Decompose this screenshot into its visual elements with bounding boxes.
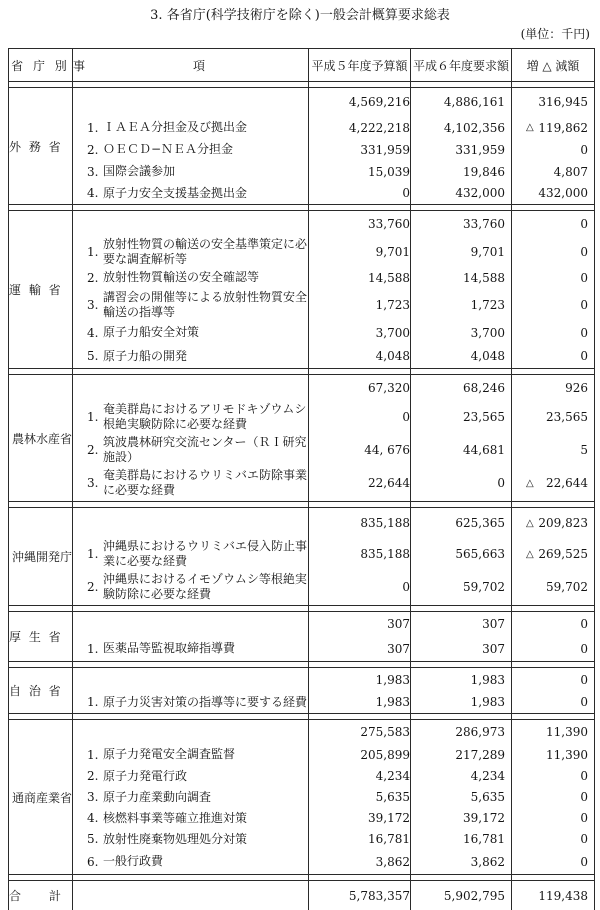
diff-cell — [512, 183, 595, 205]
item-cell — [73, 434, 309, 466]
budget-h5: 3,862 — [309, 850, 411, 875]
diff-value: 0 — [580, 672, 588, 687]
diff-cell — [512, 637, 595, 662]
budget-h5: 0 — [309, 401, 411, 434]
item-cell — [73, 289, 309, 321]
budget-h5: 16,781 — [309, 829, 411, 850]
diff-cell — [512, 345, 595, 369]
item-cell-empty — [73, 211, 309, 237]
header-ministry — [9, 49, 73, 82]
header-ministry-label: 省 庁 別 — [11, 58, 70, 73]
item-cell — [73, 692, 309, 714]
diff-value: 23,565 — [546, 410, 588, 424]
diff-cell — [512, 88, 595, 117]
budget-h5: 3,700 — [309, 321, 411, 345]
item-label: 原子力災害対策の指導等に要する経費 — [103, 694, 308, 709]
item-number: 6. — [87, 854, 99, 869]
diff-cell — [512, 744, 595, 766]
item-number: 2. — [87, 580, 99, 595]
item-cell — [73, 321, 309, 345]
budget-h5: 1,983 — [309, 692, 411, 714]
item-cell — [73, 744, 309, 766]
item-row — [9, 637, 595, 662]
grand-total-h5: 5,783,357 — [309, 881, 411, 910]
diff-value: 5 — [580, 442, 588, 457]
ministry-name: 運 輸 省 — [9, 211, 73, 369]
header-request-h6: 平成６年度要求額 — [411, 49, 512, 82]
decrease-mark: △ — [526, 122, 534, 133]
item-label: 講習会の開催等による放射性物質安全輸送の指導等 — [103, 289, 308, 319]
item-label: 原子力安全支援基金拠出金 — [103, 185, 248, 200]
ministry-name: 厚 生 省 — [9, 612, 73, 662]
decrease-mark: △ — [526, 548, 534, 560]
request-h6: 19,846 — [411, 161, 512, 183]
header-item — [73, 49, 309, 82]
item-cell — [73, 766, 309, 787]
budget-h5: 4,234 — [309, 766, 411, 787]
diff-value: 119,862 — [538, 120, 588, 135]
item-label: 放射性物質の輸送の安全基準策定に必要な調査解析等 — [103, 236, 308, 266]
item-cell — [73, 139, 309, 161]
diff-value: 0 — [580, 617, 588, 632]
diff-value: 11,390 — [546, 747, 588, 762]
section-unyusho — [9, 211, 595, 375]
item-row — [9, 117, 595, 139]
item-row — [9, 850, 595, 875]
item-label: 沖縄県におけるイモゾウムシ等根絶実験防除に必要な経費 — [103, 572, 307, 602]
item-cell — [73, 829, 309, 850]
diff-cell — [512, 237, 595, 267]
diff-value: 0 — [580, 832, 588, 846]
request-h6: 331,959 — [411, 139, 512, 161]
diff-cell — [512, 375, 595, 401]
grand-total-h6: 5,902,795 — [411, 881, 512, 910]
diff-value: 0 — [580, 641, 588, 656]
item-number: 1. — [87, 547, 99, 561]
diff-cell — [512, 117, 595, 139]
diff-value: 0 — [580, 349, 588, 364]
item-label: ＯＥＣＤ−ＮＥＡ分担金 — [103, 142, 234, 156]
budget-h5: 44, 676 — [309, 434, 411, 466]
diff-value: 0 — [580, 297, 588, 312]
decrease-mark: △ — [526, 517, 534, 529]
item-label: 原子力産業動向調査 — [103, 789, 212, 804]
request-h6: 1,983 — [411, 668, 512, 692]
item-cell-empty — [73, 375, 309, 401]
diff-cell — [512, 139, 595, 161]
item-cell — [73, 570, 309, 606]
item-number: 5. — [87, 832, 99, 846]
request-h6: 565,663 — [411, 539, 512, 570]
item-number: 2. — [87, 769, 99, 783]
diff-value: 0 — [580, 216, 588, 231]
budget-h5: 1,983 — [309, 668, 411, 692]
diff-cell — [512, 161, 595, 183]
request-h6: 1,723 — [411, 289, 512, 321]
diff-cell — [512, 321, 595, 345]
diff-value: 4,807 — [553, 164, 588, 179]
item-cell-empty — [73, 612, 309, 637]
item-number: 3. — [87, 164, 99, 179]
item-label: 国際会議参加 — [103, 164, 176, 178]
diff-value: 59,702 — [546, 580, 588, 595]
diff-value: 0 — [580, 142, 588, 157]
request-h6: 4,234 — [411, 766, 512, 787]
budget-h5: 4,048 — [309, 345, 411, 369]
item-number: 1. — [87, 695, 99, 710]
diff-cell — [512, 570, 595, 606]
budget-h5: 4,569,216 — [309, 88, 411, 117]
item-number: 1. — [87, 641, 99, 656]
budget-h5: 15,039 — [309, 161, 411, 183]
request-h6: 625,365 — [411, 508, 512, 539]
grand-total-section — [9, 881, 595, 910]
grand-total-row — [9, 881, 595, 910]
item-row — [9, 808, 595, 829]
item-number: 2. — [87, 142, 99, 157]
request-h6: 217,289 — [411, 744, 512, 766]
diff-cell — [512, 401, 595, 434]
section-total-row — [9, 668, 595, 692]
diff-cell — [512, 720, 595, 744]
request-h6: 307 — [411, 612, 512, 637]
diff-value: 0 — [580, 769, 588, 783]
diff-value: 0 — [580, 695, 588, 710]
header-row — [9, 49, 595, 82]
request-h6: 5,635 — [411, 787, 512, 808]
section-tsushosangyosho — [9, 720, 595, 881]
item-cell — [73, 161, 309, 183]
item-cell — [73, 466, 309, 502]
diff-value: 209,823 — [538, 516, 588, 531]
item-cell — [73, 850, 309, 875]
item-cell-empty — [73, 88, 309, 117]
item-label: ＩＡＥＡ分担金及び拠出金 — [103, 120, 248, 134]
item-cell — [73, 539, 309, 570]
diff-value: 0 — [580, 325, 588, 340]
budget-h5: 67,320 — [309, 375, 411, 401]
request-h6: 16,781 — [411, 829, 512, 850]
item-number: 3. — [87, 476, 99, 491]
item-number: 1. — [87, 747, 99, 762]
diff-value: 0 — [580, 270, 588, 285]
grand-total-diff: 119,438 — [538, 888, 588, 903]
decrease-mark: △ — [526, 477, 534, 489]
item-row — [9, 289, 595, 321]
item-label: 原子力発電安全調査監督 — [103, 747, 236, 761]
section-total-row — [9, 612, 595, 637]
item-row — [9, 766, 595, 787]
request-h6: 39,172 — [411, 808, 512, 829]
section-jichisho — [9, 668, 595, 720]
budget-h5: 205,899 — [309, 744, 411, 766]
budget-h5: 14,588 — [309, 267, 411, 289]
budget-h5: 5,635 — [309, 787, 411, 808]
item-number: 3. — [87, 297, 99, 312]
item-label: 一般行政費 — [103, 854, 164, 869]
diff-cell — [512, 829, 595, 850]
request-h6: 33,760 — [411, 211, 512, 237]
item-label: 原子力発電行政 — [103, 768, 188, 783]
item-row — [9, 787, 595, 808]
item-row — [9, 692, 595, 714]
diff-cell — [512, 508, 595, 539]
request-h6: 68,246 — [411, 375, 512, 401]
section-total-row — [9, 375, 595, 401]
item-number: 1. — [87, 410, 99, 424]
diff-cell — [512, 668, 595, 692]
item-label: 奄美群島におけるアリモドキゾウムシ根絶実験防除に必要な経費 — [103, 402, 307, 431]
grand-total-label: 合 計 — [9, 881, 73, 910]
item-number: 3. — [87, 790, 99, 804]
diff-cell — [512, 787, 595, 808]
diff-value: 316,945 — [538, 95, 588, 110]
request-h6: 1,983 — [411, 692, 512, 714]
diff-cell — [512, 539, 595, 570]
request-h6: 9,701 — [411, 237, 512, 267]
item-row — [9, 744, 595, 766]
item-cell — [73, 787, 309, 808]
item-row — [9, 267, 595, 289]
ministry-name: 農林水産省 — [9, 375, 73, 502]
budget-h5: 307 — [309, 637, 411, 662]
budget-h5: 835,188 — [309, 539, 411, 570]
request-h6: 14,588 — [411, 267, 512, 289]
diff-cell — [512, 267, 595, 289]
request-h6: 4,886,161 — [411, 88, 512, 117]
item-number: 1. — [87, 244, 99, 259]
item-cell-empty — [73, 720, 309, 744]
budget-h5: 275,583 — [309, 720, 411, 744]
budget-h5: 331,959 — [309, 139, 411, 161]
item-row — [9, 321, 595, 345]
section-total-row — [9, 720, 595, 744]
diff-value: 432,000 — [538, 186, 588, 201]
section-okinawa-kaihatsucho — [9, 508, 595, 612]
request-h6: 4,048 — [411, 345, 512, 369]
ministry-name: 通商産業省 — [9, 720, 73, 875]
budget-h5: 1,723 — [309, 289, 411, 321]
request-h6: 3,700 — [411, 321, 512, 345]
item-cell — [73, 237, 309, 267]
item-label: 放射性物質輸送の安全確認等 — [103, 270, 260, 284]
item-label: 奄美群島におけるウリミバエ防除事業に必要な経費 — [103, 468, 308, 498]
diff-cell — [512, 612, 595, 637]
request-h6: 23,565 — [411, 401, 512, 434]
diff-cell — [512, 466, 595, 502]
budget-h5: 39,172 — [309, 808, 411, 829]
diff-cell — [512, 692, 595, 714]
request-h6: 432,000 — [411, 183, 512, 205]
item-row — [9, 237, 595, 267]
item-label: 沖縄県におけるウリミバエ侵入防止事業に必要な経費 — [103, 539, 308, 568]
item-label: 原子力船の開発 — [103, 348, 188, 363]
item-row — [9, 401, 595, 434]
item-row — [9, 570, 595, 606]
item-cell — [73, 637, 309, 662]
item-cell-empty — [73, 508, 309, 539]
request-h6: 44,681 — [411, 434, 512, 466]
item-number: 2. — [87, 442, 99, 457]
section-koseisho — [9, 612, 595, 668]
budget-h5: 835,188 — [309, 508, 411, 539]
budget-h5: 22,644 — [309, 466, 411, 502]
section-total-row — [9, 211, 595, 237]
diff-cell — [512, 434, 595, 466]
budget-h5: 0 — [309, 183, 411, 205]
diff-value: 0 — [580, 790, 588, 804]
item-label: 原子力船安全対策 — [103, 325, 200, 339]
diff-cell — [512, 289, 595, 321]
item-cell — [73, 183, 309, 205]
diff-value: 0 — [580, 244, 588, 259]
item-row — [9, 139, 595, 161]
item-label: 医薬品等監視取締指導費 — [103, 641, 236, 656]
item-cell — [73, 267, 309, 289]
item-cell — [73, 345, 309, 369]
ministry-name: 外 務 省 — [9, 88, 73, 205]
diff-cell — [512, 766, 595, 787]
item-row — [9, 829, 595, 850]
item-cell-empty — [73, 881, 309, 910]
unit-label: (単位：千円) — [520, 27, 590, 41]
header-item-label: 事 項 — [73, 58, 254, 73]
diff-value: 0 — [580, 811, 588, 825]
diff-value: 22,644 — [546, 476, 588, 491]
request-h6: 3,862 — [411, 850, 512, 875]
request-h6: 4,102,356 — [411, 117, 512, 139]
item-label: 筑波農林研究交流センター（ＲＩ研究施設） — [103, 434, 307, 464]
budget-h5: 307 — [309, 612, 411, 637]
item-number: 5. — [87, 349, 99, 364]
item-label: 放射性廃棄物処理処分対策 — [103, 831, 248, 846]
budget-h5: 0 — [309, 570, 411, 606]
request-h6: 0 — [411, 466, 512, 502]
header-diff: 増 △ 減額 — [512, 49, 595, 82]
diff-cell — [512, 881, 595, 910]
diff-value: 926 — [565, 380, 588, 395]
budget-h5: 4,222,218 — [309, 117, 411, 139]
item-row — [9, 434, 595, 466]
diff-cell — [512, 211, 595, 237]
budget-h5: 9,701 — [309, 237, 411, 267]
item-number: 1. — [87, 120, 99, 135]
request-h6: 286,973 — [411, 720, 512, 744]
item-number: 4. — [87, 186, 99, 201]
item-cell — [73, 117, 309, 139]
ministry-name: 沖縄開発庁 — [9, 508, 73, 606]
section-norinsuisansho — [9, 375, 595, 508]
diff-value: 269,525 — [538, 547, 588, 561]
item-row — [9, 345, 595, 369]
header-budget-h5: 平成５年度予算額 — [309, 49, 411, 82]
request-h6: 59,702 — [411, 570, 512, 606]
diff-cell — [512, 850, 595, 875]
item-cell — [73, 401, 309, 434]
item-cell-empty — [73, 668, 309, 692]
ministry-name: 自 治 省 — [9, 668, 73, 714]
budget-h5: 33,760 — [309, 211, 411, 237]
page-title: 3. 各省庁(科学技術庁を除く)一般会計概算要求総表 — [150, 8, 450, 23]
diff-value: 11,390 — [546, 724, 588, 739]
item-row — [9, 466, 595, 502]
item-row — [9, 539, 595, 570]
item-cell — [73, 808, 309, 829]
diff-value: 0 — [580, 854, 588, 869]
item-number: 2. — [87, 270, 99, 285]
item-number: 4. — [87, 325, 99, 340]
item-row — [9, 183, 595, 205]
request-h6: 307 — [411, 637, 512, 662]
item-number: 4. — [87, 811, 99, 825]
section-total-row — [9, 508, 595, 539]
budget-table — [8, 48, 595, 910]
item-label: 核燃料事業等確立推進対策 — [103, 810, 248, 825]
diff-cell — [512, 808, 595, 829]
item-row — [9, 161, 595, 183]
section-gaimusho — [9, 88, 595, 211]
section-total-row — [9, 88, 595, 117]
